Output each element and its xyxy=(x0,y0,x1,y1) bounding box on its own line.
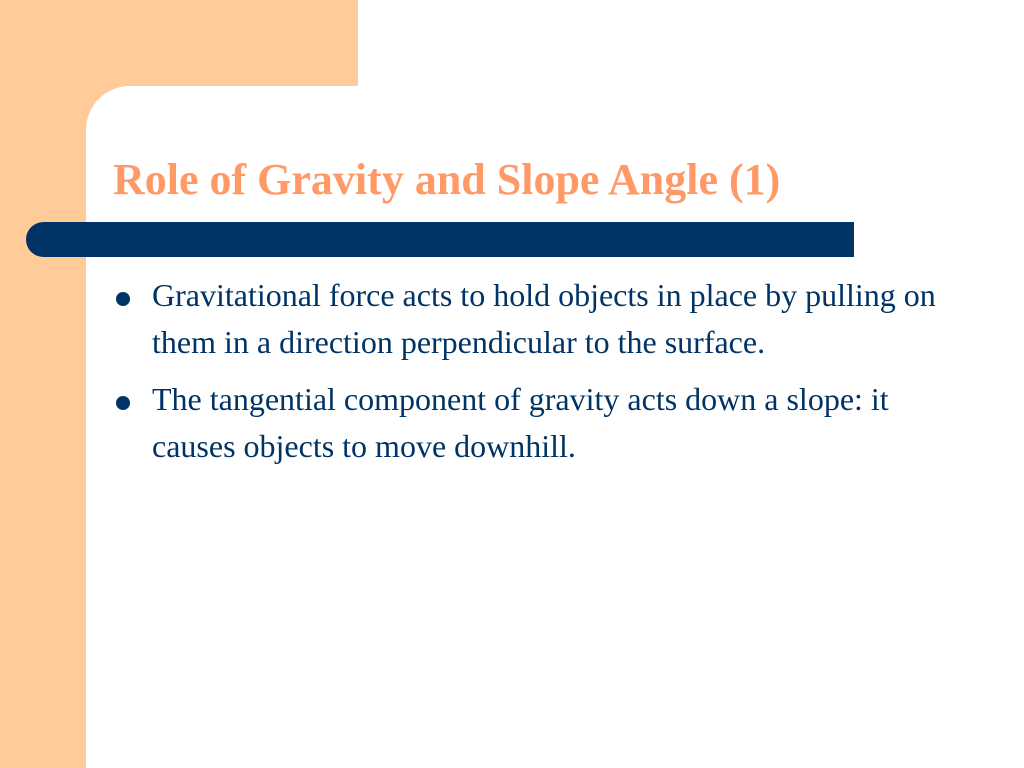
slide-title: Role of Gravity and Slope Angle (1) xyxy=(113,155,781,204)
bullet-item xyxy=(114,376,964,470)
bullet-list xyxy=(114,272,964,480)
bullet-item xyxy=(114,272,964,366)
bullet-text: The tangential component of gravity acts down a slope: it causes objects to move downhill. xyxy=(152,381,889,464)
bullet-dot-icon xyxy=(116,292,130,306)
bullet-text: Gravitational force acts to hold objects in place by pulling on them in a direction perpendicular to the surface. xyxy=(152,277,936,360)
bullet-dot-icon xyxy=(116,396,130,410)
title-underline-bar xyxy=(26,222,854,257)
